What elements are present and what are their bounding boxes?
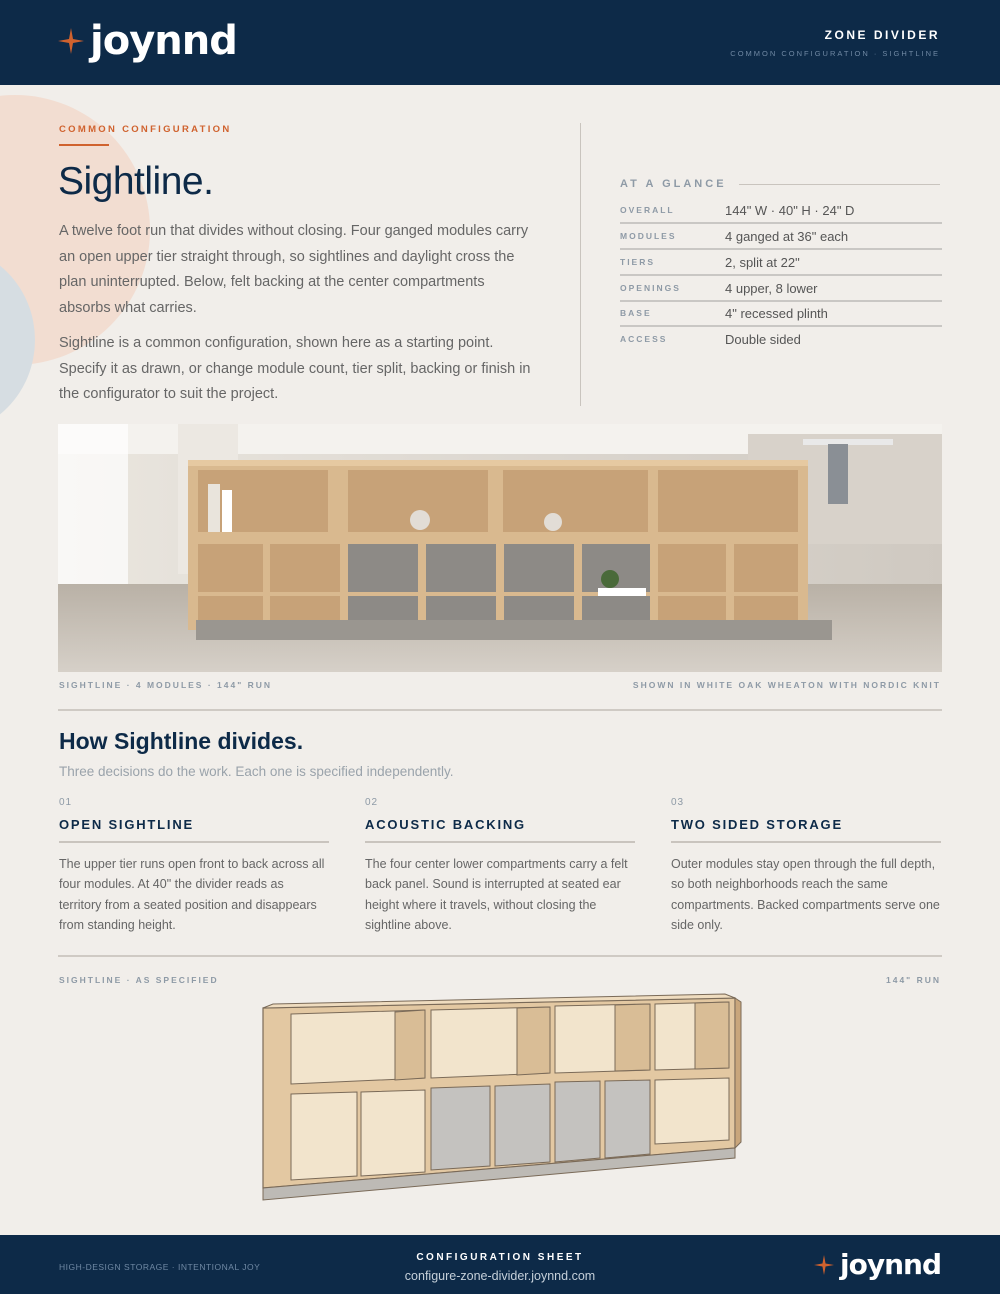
feature-body: Outer modules stay open through the full depth, so both neighborhoods reach the same compartments. Backed compartments serve one side only.	[671, 856, 940, 932]
brand-logo[interactable]	[58, 18, 237, 64]
spec-row	[620, 250, 942, 276]
spec-value: 4 upper, 8 lower	[725, 280, 818, 296]
glance-heading	[620, 178, 940, 190]
footer-url-link[interactable]: configure-zone-divider.joynnd.com	[404, 1269, 596, 1283]
eyebrow-underline	[59, 144, 109, 146]
feature-title: TWO SIDED STORAGE	[671, 817, 843, 832]
glance-heading-label: AT A GLANCE	[620, 178, 727, 190]
product-photo	[58, 424, 942, 672]
spec-key: BASE	[620, 308, 652, 318]
footer-title: CONFIGURATION SHEET	[416, 1252, 584, 1263]
page-header	[0, 0, 1000, 85]
feature-title: ACOUSTIC BACKING	[365, 817, 526, 832]
feature-number: 02	[365, 797, 379, 808]
page-footer	[0, 1235, 1000, 1294]
product-drawing	[255, 990, 750, 1215]
feature-number: 03	[671, 797, 685, 808]
feature-rule	[671, 841, 941, 843]
feature-body: The upper tier runs open front to back across all four modules. At 40" the divider reads as territory from a seated position and disappears from standing height.	[59, 856, 325, 932]
spec-key: ACCESS	[620, 334, 668, 344]
brand-wordmark: joynnd	[90, 18, 237, 64]
spec-key: OPENINGS	[620, 283, 681, 293]
spec-key: MODULES	[620, 231, 677, 241]
feature-column	[59, 797, 329, 936]
section-subtitle: Three decisions do the work. Each one is specified independently.	[59, 764, 454, 779]
section-divider	[58, 955, 942, 957]
spec-value: 4 ganged at 36" each	[725, 228, 849, 244]
section-eyebrow: COMMON CONFIGURATION	[59, 124, 232, 135]
spec-value: Double sided	[725, 331, 801, 347]
spec-row	[620, 326, 942, 352]
document-type-title: ZONE DIVIDER	[824, 28, 940, 42]
drawing-caption-right: 144" RUN	[886, 975, 941, 985]
feature-body: The four center lower compartments carry a felt back panel. Sound is interrupted at seated ear height where it travels, without closing the sightline above.	[365, 856, 628, 932]
spec-row	[620, 301, 942, 327]
intro-paragraph: Sightline is a common configuration, shown here as a starting point. Specify it as drawn, or change module count, tier split, backing or finish in the configurator to suit the project.	[59, 335, 531, 402]
feature-title: OPEN SIGHTLINE	[59, 817, 194, 832]
spec-value: 144" W · 40" H · 24" D	[725, 202, 855, 218]
feature-number: 01	[59, 797, 73, 808]
document-subtitle: COMMON CONFIGURATION · SIGHTLINE	[730, 49, 940, 58]
feature-column	[365, 797, 635, 936]
spec-value: 2, split at 22"	[725, 254, 800, 270]
footer-brand-logo[interactable]	[814, 1248, 941, 1282]
section-divider	[58, 709, 942, 711]
feature-column	[671, 797, 941, 936]
sparkle-icon	[814, 1255, 834, 1275]
feature-rule	[59, 841, 329, 843]
drawing-caption-left: SIGHTLINE · AS SPECIFIED	[59, 975, 219, 985]
footer-tagline: HIGH-DESIGN STORAGE · INTENTIONAL JOY	[59, 1262, 261, 1272]
spec-row	[620, 276, 942, 302]
sparkle-icon	[58, 28, 84, 54]
spec-key: TIERS	[620, 257, 656, 267]
photo-caption-left: SIGHTLINE · 4 MODULES · 144" RUN	[59, 680, 273, 690]
photo-caption-right: SHOWN IN WHITE OAK WHEATON WITH NORDIC KNIT	[632, 680, 941, 690]
page-title: Sightline.	[58, 160, 214, 203]
footer-brand-wordmark: joynnd	[840, 1248, 941, 1281]
intro-paragraph: A twelve foot run that divides without closing. Four ganged modules carry an open upper tier straight through, so sightlines and daylight cross the plan uninterrupted. Below, felt backing at the center compartments absorbs what carries.	[59, 223, 529, 316]
spec-key: OVERALL	[620, 205, 675, 215]
section-title: How Sightline divides.	[59, 728, 304, 754]
spec-value: 4" recessed plinth	[725, 305, 828, 321]
feature-rule	[365, 841, 635, 843]
spec-row	[620, 224, 942, 250]
spec-row	[620, 198, 942, 224]
column-divider	[580, 123, 581, 406]
